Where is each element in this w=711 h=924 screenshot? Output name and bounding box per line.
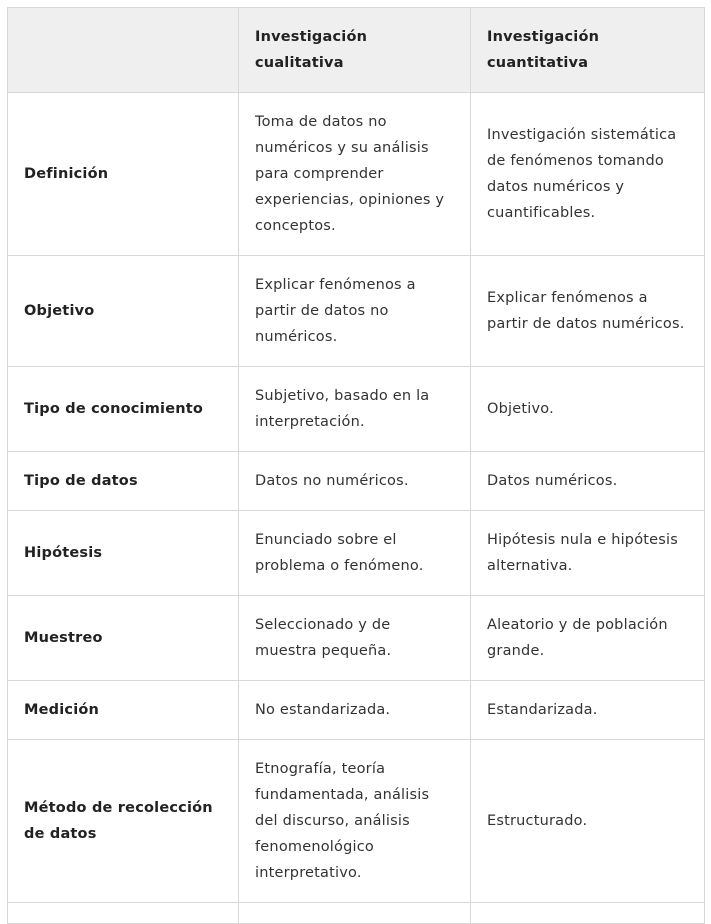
qualitative-cell: Datos no numéricos. bbox=[239, 452, 471, 511]
table-row-partial bbox=[8, 903, 705, 924]
qualitative-cell: Enunciado sobre el problema o fenómeno. bbox=[239, 511, 471, 596]
quantitative-cell: Objetivo. bbox=[471, 367, 705, 452]
qualitative-cell: Subjetivo, basado en la interpretación. bbox=[239, 367, 471, 452]
table-row bbox=[8, 452, 705, 511]
row-label: Medición bbox=[8, 681, 239, 740]
row-label: Muestreo bbox=[8, 596, 239, 681]
header-row bbox=[8, 8, 705, 93]
table-header bbox=[8, 8, 705, 93]
table-row bbox=[8, 511, 705, 596]
quantitative-cell: Estructurado. bbox=[471, 740, 705, 903]
partial-cell bbox=[8, 903, 239, 924]
row-label: Tipo de conocimiento bbox=[8, 367, 239, 452]
header-cell-qualitative: Investigación cualitativa bbox=[239, 8, 471, 93]
comparison-table-container bbox=[7, 7, 704, 924]
qualitative-cell: Toma de datos no numéricos y su análisis para comprender experiencias, opiniones y conceptos. bbox=[239, 93, 471, 256]
qualitative-cell: Explicar fenómenos a partir de datos no numéricos. bbox=[239, 256, 471, 367]
qualitative-cell: Seleccionado y de muestra pequeña. bbox=[239, 596, 471, 681]
partial-cell bbox=[239, 903, 471, 924]
quantitative-cell: Datos numéricos. bbox=[471, 452, 705, 511]
quantitative-cell: Hipótesis nula e hipótesis alternativa. bbox=[471, 511, 705, 596]
row-label: Método de recolección de datos bbox=[8, 740, 239, 903]
quantitative-cell: Estandarizada. bbox=[471, 681, 705, 740]
row-label: Definición bbox=[8, 93, 239, 256]
table-row bbox=[8, 681, 705, 740]
quantitative-cell: Aleatorio y de población grande. bbox=[471, 596, 705, 681]
table-row bbox=[8, 740, 705, 903]
row-label: Tipo de datos bbox=[8, 452, 239, 511]
table-row bbox=[8, 256, 705, 367]
quantitative-cell: Explicar fenómenos a partir de datos numéricos. bbox=[471, 256, 705, 367]
table-body bbox=[8, 93, 705, 924]
header-cell-quantitative: Investigación cuantitativa bbox=[471, 8, 705, 93]
table-row bbox=[8, 596, 705, 681]
comparison-table bbox=[7, 7, 705, 924]
qualitative-cell: No estandarizada. bbox=[239, 681, 471, 740]
row-label: Objetivo bbox=[8, 256, 239, 367]
quantitative-cell: Investigación sistemática de fenómenos tomando datos numéricos y cuantificables. bbox=[471, 93, 705, 256]
qualitative-cell: Etnografía, teoría fundamentada, análisis del discurso, análisis fenomenológico interpretativo. bbox=[239, 740, 471, 903]
row-label: Hipótesis bbox=[8, 511, 239, 596]
table-row bbox=[8, 367, 705, 452]
partial-cell bbox=[471, 903, 705, 924]
table-row bbox=[8, 93, 705, 256]
header-cell-empty bbox=[8, 8, 239, 93]
